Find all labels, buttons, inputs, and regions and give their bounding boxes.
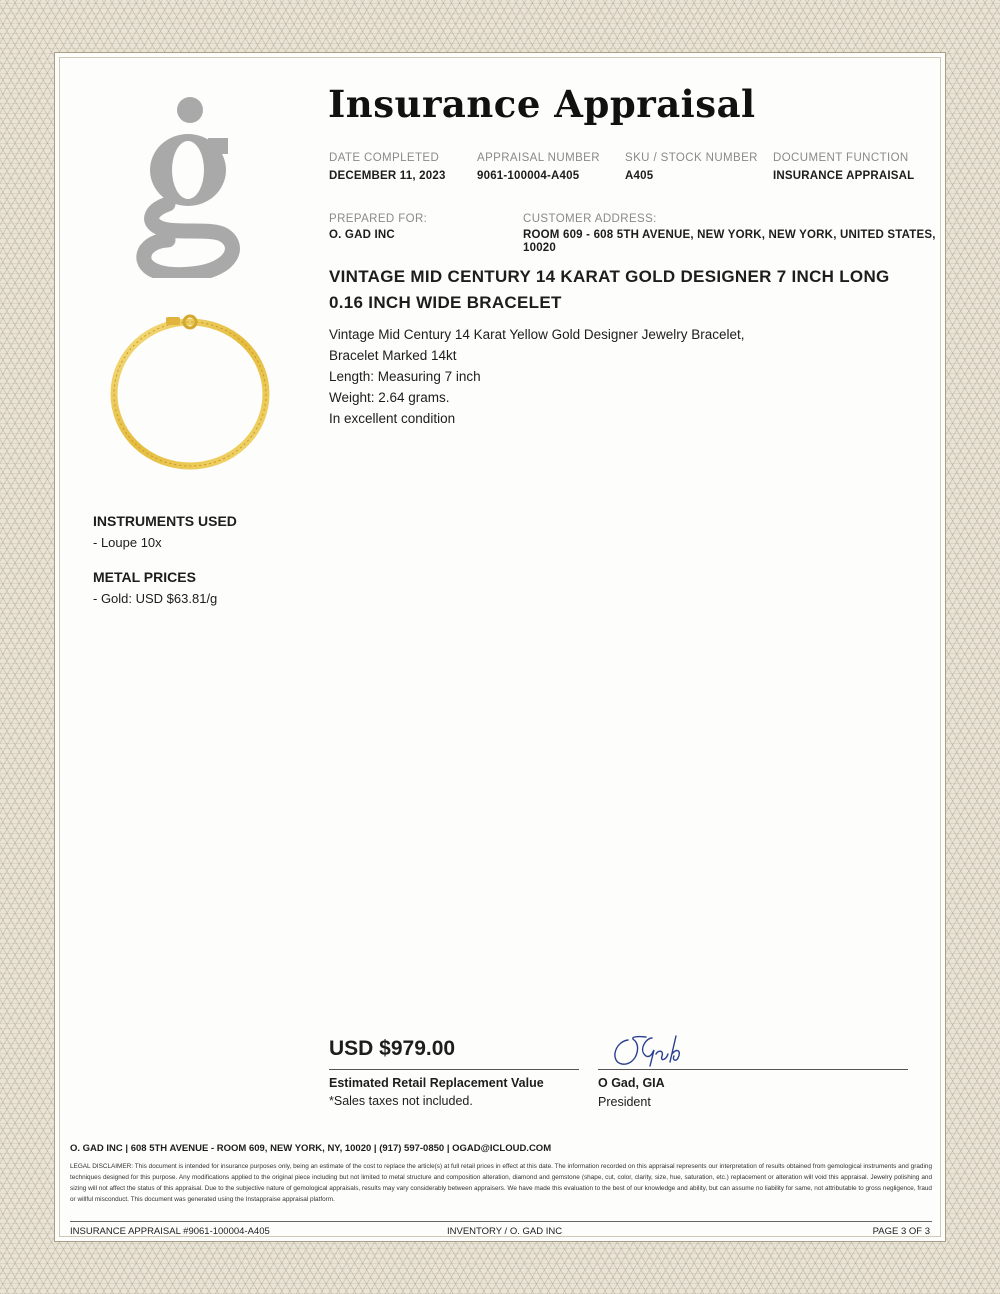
meta-value: INSURANCE APPRAISAL bbox=[773, 170, 915, 182]
gold-bracelet-photo bbox=[98, 300, 282, 480]
description-line: Weight: 2.64 grams. bbox=[329, 390, 450, 405]
description-line: In excellent condition bbox=[329, 411, 456, 426]
contact-line: O. GAD INC | 608 5TH AVENUE - ROOM 609, NEW YORK, NY, 10020 | (917) 597-0850 | OGAD@ICLOUD.COM bbox=[70, 1143, 552, 1154]
signature-rule bbox=[598, 1069, 908, 1070]
description-line: Bracelet Marked 14kt bbox=[329, 348, 457, 363]
valuation-rule bbox=[329, 1069, 579, 1070]
footer-center: INVENTORY / O. GAD INC bbox=[447, 1226, 563, 1237]
signer-name: O Gad, GIA bbox=[598, 1076, 665, 1090]
prepared-for-value: O. GAD INC bbox=[329, 229, 395, 241]
footer-rule bbox=[70, 1221, 932, 1222]
description-line: Length: Measuring 7 inch bbox=[329, 369, 481, 384]
meta-value: DECEMBER 11, 2023 bbox=[329, 170, 446, 182]
document-title: Insurance Appraisal bbox=[328, 82, 756, 126]
item-description bbox=[329, 324, 849, 429]
meta-label: SKU / STOCK NUMBER bbox=[625, 152, 758, 164]
meta-appraisal-number bbox=[477, 152, 600, 182]
meta-value: A405 bbox=[625, 170, 654, 182]
customer-address-line1: ROOM 609 - 608 5TH AVENUE, NEW YORK, NEW YORK, UNITED STATES, bbox=[523, 229, 936, 241]
meta-document-function bbox=[773, 152, 914, 182]
signature-image bbox=[606, 1032, 706, 1070]
item-title-line2: 0.16 INCH WIDE BRACELET bbox=[329, 293, 562, 312]
meta-value: 9061-100004-A405 bbox=[477, 170, 580, 182]
instruments-heading: INSTRUMENTS USED bbox=[93, 513, 237, 529]
g-monogram-logo bbox=[130, 88, 250, 278]
item-title-line1: VINTAGE MID CENTURY 14 KARAT GOLD DESIGNER 7 INCH LONG bbox=[329, 267, 890, 286]
meta-date-completed bbox=[329, 152, 446, 182]
meta-label: APPRAISAL NUMBER bbox=[477, 152, 600, 164]
meta-label: DATE COMPLETED bbox=[329, 152, 440, 164]
description-line: Vintage Mid Century 14 Karat Yellow Gold Designer Jewelry Bracelet, bbox=[329, 327, 745, 342]
footer-left: INSURANCE APPRAISAL #9061-100004-A405 bbox=[70, 1226, 270, 1237]
valuation-amount: USD $979.00 bbox=[329, 1037, 456, 1060]
signer-title: President bbox=[598, 1095, 651, 1109]
prepared-for-label: PREPARED FOR: bbox=[329, 213, 428, 225]
customer-address bbox=[523, 213, 936, 254]
customer-address-line2: 10020 bbox=[523, 242, 556, 254]
meta-label: DOCUMENT FUNCTION bbox=[773, 152, 909, 164]
valuation-note: *Sales taxes not included. bbox=[329, 1094, 473, 1108]
prepared-for bbox=[329, 213, 427, 241]
metal-prices-heading: METAL PRICES bbox=[93, 569, 196, 585]
meta-sku bbox=[625, 152, 758, 182]
customer-address-label: CUSTOMER ADDRESS: bbox=[523, 213, 657, 225]
metal-price-item: - Gold: USD $63.81/g bbox=[93, 591, 218, 606]
valuation-label: Estimated Retail Replacement Value bbox=[329, 1076, 544, 1090]
item-title bbox=[329, 264, 919, 316]
instrument-item: - Loupe 10x bbox=[93, 535, 162, 550]
footer-right: PAGE 3 OF 3 bbox=[872, 1226, 930, 1237]
legal-disclaimer: LEGAL DISCLAIMER: This document is intended for insurance purposes only, being an estimate of the cost to replace the article(s) at full retail prices in effect at this date. The information recorded on this appraisal represents our interpretation of results obtained from gemological instruments and grading techniques designed for this purpose. Any modifications applied to the original piece including but not limited to metal structure and composition alteration, diamond and gemstone (shape, cut, color, clarity, size, hue, saturation, etc.) replacement or alteration will void this appraisal. Jewelry polishing and sizing will not affect the status of this appraisal. Due to the subjective nature of gemological appraisals, results may vary considerably between appraisers. We have made this evaluation to the best of our knowledge and ability, but can assume no liability for same, not attributable to gross negligence, fraud or willful misconduct. This document was generated using the Instappraise appraisal platform. bbox=[70, 1163, 932, 1203]
